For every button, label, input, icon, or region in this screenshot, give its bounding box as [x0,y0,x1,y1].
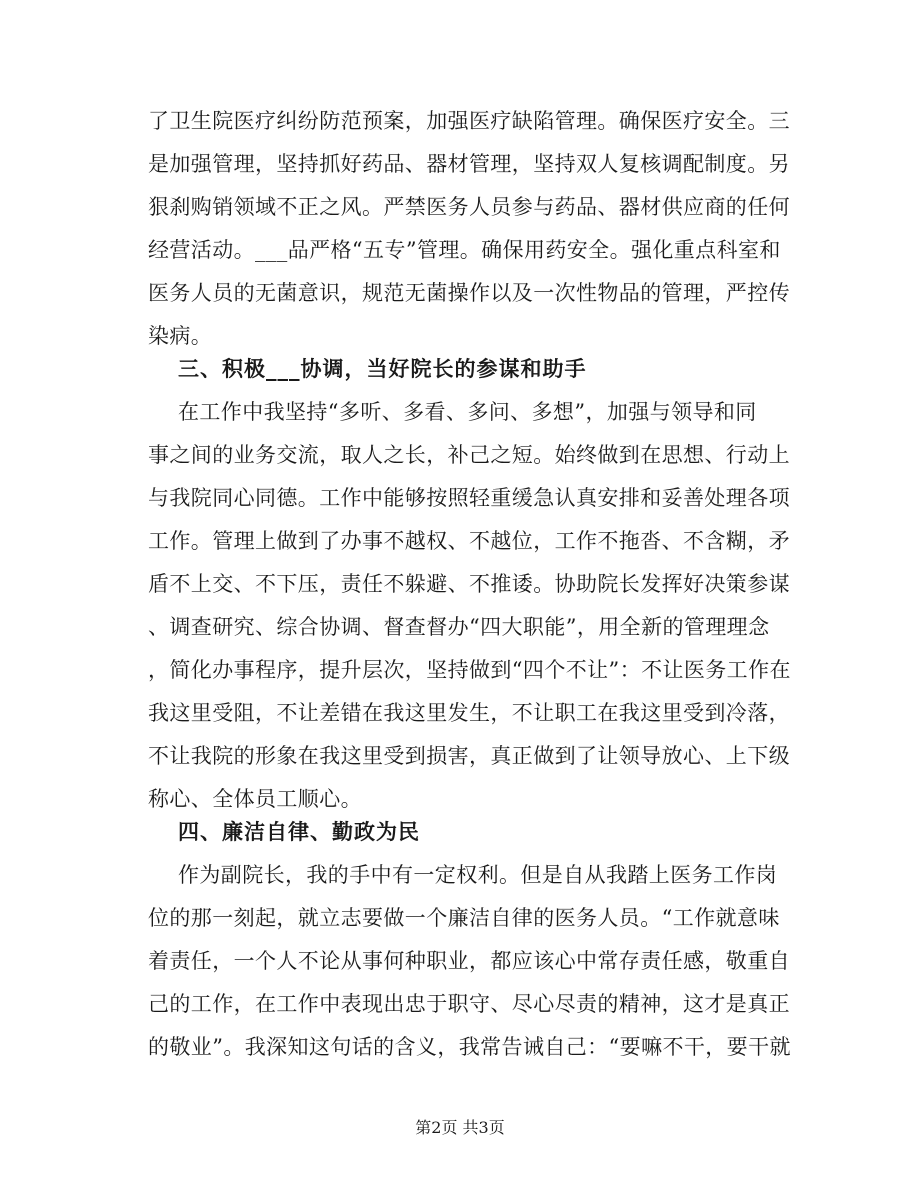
paragraph-line: ，简化办事程序，提升层次，坚持做到“四个不让”：不让医务工作在 [148,658,791,682]
paragraph-line: 医务人员的无菌意识，规范无菌操作以及一次性物品的管理，严控传 [148,281,790,305]
paragraph-line: 狠刹购销领域不正之风。严禁医务人员参与药品、器材供应商的任何 [148,195,790,219]
paragraph-line: 与我院同心同德。工作中能够按照轻重缓急认真安排和妥善处理各项 [148,486,790,510]
paragraph-line: 、调查研究、综合协调、督查督办“四大职能”，用全新的管理理念 [148,615,770,639]
paragraph-line: 染病。 [148,324,213,348]
paragraph-line: 盾不上交、不下压，责任不躲避、不推诿。协助院长发挥好决策参谋 [148,572,790,596]
paragraph-line: 着责任，一个人不论从事何种职业，都应该心中常存责任感，敬重自 [148,949,790,973]
paragraph-line: 在工作中我坚持“多听、多看、多问、多想”，加强与领导和同 [178,400,757,424]
paragraph-line: 事之间的业务交流，取人之长，补己之短。始终做到在思想、行动上 [148,443,790,467]
paragraph-line: 的敬业”。我深知这句话的含义，我常告诫自己：“要嘛不干，要干就 [148,1035,791,1059]
section-heading: 三、积极___协调，当好院长的参谋和助手 [178,357,587,381]
paragraph-line: 经营活动。___品严格“五专”管理。确保用药安全。强化重点科室和 [148,238,781,262]
paragraph-line: 不让我院的形象在我这里受到损害，真正做到了让领导放心、上下级 [148,744,790,768]
paragraph-line: 是加强管理，坚持抓好药品、器材管理，坚持双人复核调配制度。另 [148,152,790,176]
paragraph-line: 己的工作，在工作中表现出忠于职守、尽心尽责的精神，这才是真正 [148,992,790,1016]
section-heading: 四、廉洁自律、勤政为民 [178,820,420,844]
page-number: 第2页 共3页 [415,1118,505,1137]
paragraph-line: 称心、全体员工顺心。 [148,787,362,811]
paragraph-line: 了卫生院医疗纠纷防范预案，加强医疗缺陷管理。确保医疗安全。三 [148,109,790,133]
paragraph-line: 工作。管理上做到了办事不越权、不越位，工作不拖沓、不含糊，矛 [148,529,790,553]
paragraph-line: 作为副院长，我的手中有一定权利。但是自从我踏上医务工作岗 [178,863,778,887]
paragraph-line: 我这里受阻，不让差错在我这里发生，不让职工在我这里受到冷落， [148,701,790,725]
paragraph-line: 位的那一刻起，就立志要做一个廉洁自律的医务人员。“工作就意味 [148,906,780,930]
